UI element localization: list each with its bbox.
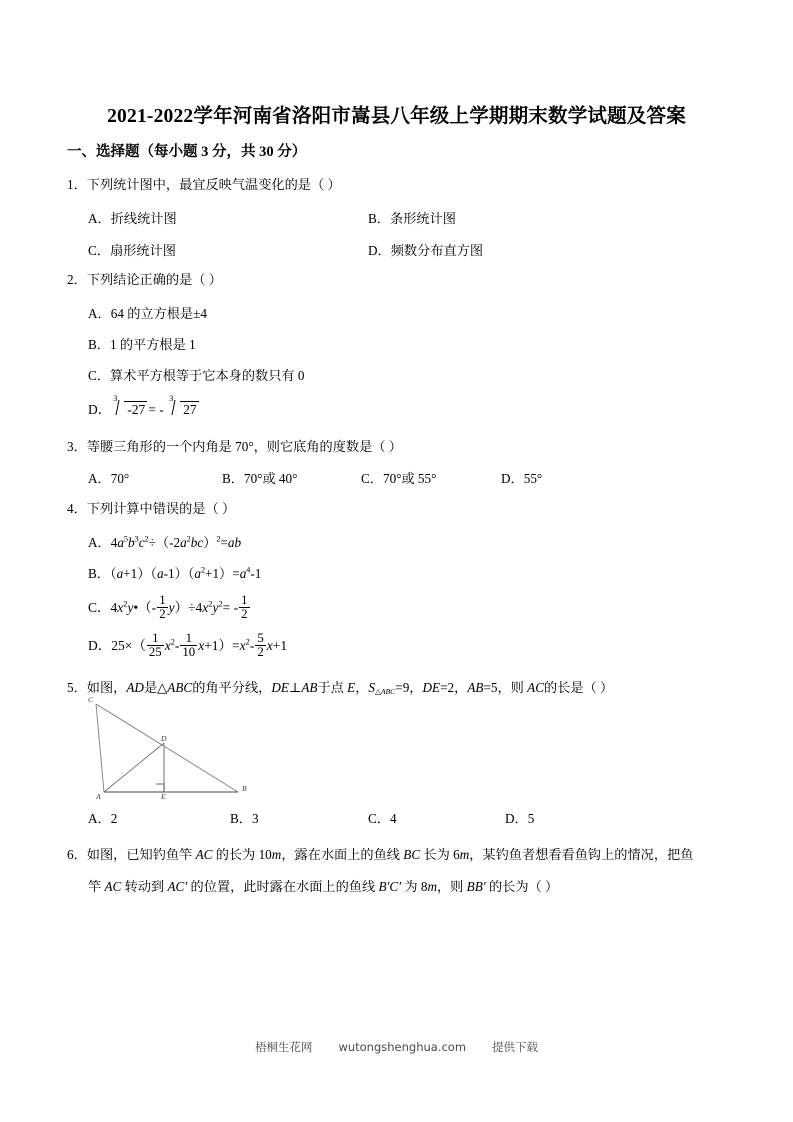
option-text: 折线统计图 — [110, 211, 177, 226]
option-expression: 25×（ $\frac{1}{25}$ $x^2-$ $\frac{1}{10}$ $x+1)=x^2-$ $\frac{5}{2}$ x+1 — [111, 631, 288, 660]
vertex-label-c: C — [88, 695, 94, 704]
equals-sign: = — [148, 402, 156, 417]
fraction-one-twentyfifth: $\frac{1}{25}$ — [148, 631, 162, 660]
question-1-option-b — [368, 208, 456, 227]
question-1-stem — [67, 175, 341, 195]
watermark-action: 提供下载 — [492, 1040, 539, 1054]
option-label: B． — [368, 211, 390, 226]
point-e: E — [347, 680, 356, 695]
vertex-label-b: B — [242, 784, 247, 793]
option-label: D． — [368, 243, 391, 258]
stem-text: 的位置，此时露在水面上的鱼线 — [187, 879, 379, 894]
fraction-one-tenth: $\frac{1}{10}$ — [182, 631, 196, 660]
vertex-label-d: D — [161, 734, 167, 743]
option-text: 70° — [110, 471, 130, 486]
stem-text: 于点 — [317, 680, 348, 695]
question-5-option-b — [230, 808, 259, 827]
option-label: B． — [88, 566, 110, 581]
option-text: 4 — [389, 811, 397, 826]
segment-ac: AC — [104, 879, 122, 894]
page-title: 2021-2022学年河南省洛阳市嵩县八年级上学期期末数学试题及答案 — [107, 106, 686, 127]
question-2-option-c — [88, 365, 305, 384]
question-5-number: 5． — [67, 680, 87, 695]
question-4-text: 下列计算中错误的是（ ） — [86, 501, 236, 516]
minus-sign: - — [159, 402, 164, 417]
option-label: C． — [88, 600, 111, 616]
segment-ad: AD — [126, 680, 144, 695]
option-expression: $4a^5b^3c^2\div(-2a^2bc)^2=ab$ — [110, 534, 242, 550]
question-6-number: 6． — [67, 847, 87, 862]
question-2-option-a — [88, 303, 207, 322]
question-4-number: 4． — [67, 501, 87, 516]
vertex-label-e: E — [161, 792, 166, 801]
segment-bb-prime: BB′ — [466, 879, 486, 894]
option-text: 55° — [523, 471, 543, 486]
stem-text: 长为 6 — [420, 847, 460, 862]
question-4-option-d — [88, 632, 287, 659]
option-expression: $4x^2y•(-$ $\frac{1}{2}$ $y)\div 4x^2y^2=$ - $\frac{1}{2}$ — [110, 593, 248, 622]
stem-text: 的角平分线， — [192, 680, 272, 695]
option-label: A． — [88, 535, 111, 550]
segment-ac: AC — [195, 847, 213, 862]
vertex-label-a: A — [96, 792, 101, 801]
option-expression: $(a+1)(a-1)(a^2+1)=a^4-1$ — [109, 565, 262, 581]
stem-text: =5，则 — [483, 680, 528, 695]
question-5-option-c — [368, 808, 397, 827]
question-2-option-b — [88, 334, 196, 353]
fraction-one-half: $\frac{1}{2}$ — [159, 593, 166, 622]
question-5-triangle-figure — [82, 696, 272, 804]
cube-root-expression-left — [112, 394, 147, 418]
question-5-option-d — [505, 808, 534, 827]
option-label: D． — [88, 402, 112, 417]
question-4-option-a — [88, 532, 241, 551]
unit-meter: m — [427, 879, 437, 894]
option-text: 2 — [110, 811, 118, 826]
question-3-text: 等腰三角形的一个内角是 70°，则它底角的度数是（ ） — [86, 439, 402, 454]
segment-de: DE — [422, 680, 441, 695]
stem-text: ， — [355, 680, 369, 695]
question-4-option-c — [88, 594, 251, 621]
stem-text: ，则 — [437, 879, 467, 894]
stem-text: 是△ — [143, 680, 168, 695]
question-1-option-a — [88, 208, 177, 227]
watermark-site-name: 梧桐生花网 — [254, 1040, 313, 1054]
option-label: A． — [88, 306, 111, 321]
option-label: A． — [88, 811, 111, 826]
triangle-abc: ABC — [167, 680, 193, 695]
stem-text: 转动到 — [121, 879, 168, 894]
question-5-option-a — [88, 808, 117, 827]
option-text: 5 — [527, 811, 535, 826]
stem-text: 如图， — [86, 680, 127, 695]
fraction-five-halves: $\frac{5}{2}$ — [257, 631, 264, 660]
option-label: D． — [505, 811, 528, 826]
question-2-text: 下列结论正确的是（ ） — [86, 272, 222, 287]
segment-ab: AB — [301, 680, 318, 695]
segment-bc: BC — [403, 847, 421, 862]
question-1-number: 1． — [67, 177, 87, 192]
area-symbol: S — [368, 680, 375, 695]
fraction-one-half: $\frac{1}{2}$ — [241, 593, 248, 622]
question-3-option-b — [222, 468, 297, 487]
cube-root-expression-right — [168, 394, 199, 418]
perpendicular-icon: ⊥ — [288, 680, 302, 695]
root-index: 3 — [169, 394, 174, 403]
question-2-stem — [67, 270, 222, 290]
question-1-text: 下列统计图中，最宜反映气温变化的是（ ） — [86, 177, 341, 192]
radicand: 27 — [180, 401, 199, 418]
footer-watermark — [0, 1039, 793, 1055]
option-label: A． — [88, 471, 111, 486]
option-text: 频数分布直方图 — [390, 243, 484, 258]
question-3-option-c — [361, 468, 436, 487]
watermark-url: wutongshenghua.com — [338, 1040, 467, 1054]
question-6-stem-line1 — [67, 845, 693, 865]
question-2-option-d — [88, 394, 200, 418]
option-text: 70°或 55° — [382, 471, 437, 486]
option-label: C． — [88, 368, 110, 383]
question-1-option-c — [88, 240, 176, 259]
segment-b-prime-c-prime: B′C′ — [378, 879, 402, 894]
stem-text: 的长为（ ） — [485, 879, 559, 894]
segment-ac: AC — [527, 680, 544, 695]
stem-text: 如图，已知钓鱼竿 — [86, 847, 196, 862]
option-text: 64 的立方根是±4 — [110, 306, 207, 321]
option-label: B． — [88, 337, 110, 352]
segment-de: DE — [271, 680, 289, 695]
option-label: B． — [222, 471, 244, 486]
question-4-option-b — [88, 563, 261, 582]
option-label: D． — [501, 471, 524, 486]
question-2-number: 2． — [67, 272, 87, 287]
unit-meter: m — [271, 847, 282, 862]
option-label: D． — [88, 638, 112, 654]
question-3-option-a — [88, 468, 129, 487]
stem-text: ，某钓鱼者想看看鱼钩上的情况，把鱼 — [469, 847, 694, 862]
option-label: B． — [230, 811, 252, 826]
stem-text: ，露在水面上的鱼线 — [281, 847, 404, 862]
question-5-stem — [67, 678, 613, 698]
option-label: A． — [88, 211, 111, 226]
question-1-option-d — [368, 240, 483, 259]
root-index: 3 — [113, 394, 118, 403]
option-text: 条形统计图 — [389, 211, 456, 226]
question-3-option-d — [501, 468, 542, 487]
option-text: 算术平方根等于它本身的数只有 0 — [109, 368, 305, 383]
option-text: 扇形统计图 — [109, 243, 176, 258]
segment-ac-prime: AC′ — [167, 879, 188, 894]
option-text: 70°或 40° — [243, 471, 298, 486]
option-label: C． — [361, 471, 383, 486]
stem-text: =2， — [440, 680, 468, 695]
question-6-stem-line2 — [88, 877, 558, 897]
stem-text: 的长是（ ） — [544, 680, 614, 695]
question-3-number: 3． — [67, 439, 87, 454]
unit-meter: m — [459, 847, 470, 862]
area-subscript: △ABC — [374, 686, 396, 696]
stem-text: 的长为 10 — [212, 847, 272, 862]
stem-text: 竿 — [88, 879, 105, 894]
option-text: 3 — [251, 811, 259, 826]
stem-text: =9， — [395, 680, 423, 695]
question-4-stem — [67, 499, 235, 519]
option-label: C． — [88, 243, 110, 258]
segment-ab: AB — [467, 680, 484, 695]
section-heading: 一、选择题（每小题 3 分，共 30 分） — [67, 144, 307, 160]
stem-text: 为 8 — [401, 879, 428, 894]
radicand: -27 — [124, 401, 147, 418]
option-label: C． — [368, 811, 390, 826]
option-text: 1 的平方根是 1 — [109, 337, 196, 352]
question-3-stem — [67, 437, 402, 457]
